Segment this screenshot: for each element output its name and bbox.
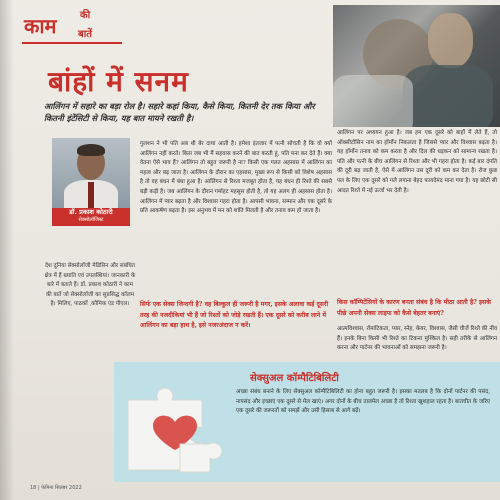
- pull-quote-right: किस कॉम्पिटेंसियों के कारण बनता संबंध है कि मीठा आती है? इसके पीछे अपनी सेक्स लाइफ को कैसे बेहतर बनाएं?: [337, 299, 491, 317]
- body-column-middle: गुलशन ने भी पति अब थी बेर दाया आती है। हमेशा इंतजार में पत्नी सोचती है कि वो क्यों आलिंगन नहीं करते। किस जब भी मैं सहवास करने की बात करती हूं, पति मना कर देते हैं। क्या वेतना ऐसे भाव हैं? आलिंगन तो बहुत जरूरी है ना? किसी एक गलत अहसास में आलिंगन का महत्व और बढ़ जाता है। आलिंगन के दौरान का एहसास, मुख्य रूप से किसी को विशेष अहसास है तो वह बंधन में बंधा हुआ है। आलिंगन से रिश्ता मजबूत होता है, यह बंधन ही रिश्ते की सबसे बड़ी कड़ी है। जब आलिंगन के दौरान गर्माहट महसूस होती है, तो यह अलग ही अहसास होता है। आलिंगन में प्यार बढ़ता है और विश्वास गहरा होता है। आपसी भावना, सम्मान और एक दूसरे के प्रति आकर्षण बढ़ता है। इस अनुभव में मन को शांति मिलती है और तनाव कम हो जाता है।: [140, 141, 332, 215]
- author-name: डॉ. प्रकाश कोठारी: [69, 208, 113, 216]
- column-sub-bottom: बातें: [78, 29, 92, 40]
- article-deck: आलिंगन में सहारे का बड़ा रोल है। सहारे कहां किया, कैसे किया, कितनी देर तक किया और कितनी इंटेंसिटी से किया, यह बात मायने रखती है।: [44, 101, 315, 123]
- sidebar-box-title: सेक्सुअल कॉम्पैटिबिलिटी: [250, 373, 339, 384]
- couple-photo: [333, 5, 500, 127]
- column-logo: [20, 6, 130, 52]
- page-footer: 18 | फेमिना सितंबर 2022: [30, 485, 82, 491]
- page-binding-shadow: [0, 0, 14, 500]
- body-column-right: आलिंगन पर अध्ययन हुआ है। जब हम एक दूसरे को बाहों में लेते हैं, तो ऑक्सीटोसिन नाम का हॉर्मोन निकलता है जिससे प्यार और विश्वास बढ़ता है। यह हॉर्मोन तनाव को कम करता है और दिल की धड़कन को सामान्य रखता है। पति और पत्नी के बीच आलिंगन से रिश्ता और भी गहरा होता है। कई बार दंपति की दूरी बढ़ जाती है, ऐसे में आलिंगन उस दूरी को कम कर देता है। रोज कुछ पल के लिए एक दूसरे को गले लगाना बेहद फायदेमंद माना गया है। यह छोटी सी आदत रिश्ते में नई ऊर्जा भर देती है।: [337, 130, 497, 194]
- author-role: सेक्सोलॉजिस्ट: [78, 217, 104, 223]
- column-underline: [22, 42, 122, 44]
- sidebar-box-text: अच्छा संबंध बनाने के लिए सेक्सुअल कॉम्पैटिबिलिटी का होना बहुत जरूरी है। इसका मतलब है कि दोनों पार्टनर की पसंद, नापसंद और इच्छाएं एक दूसरे से मेल खाएं। अगर दोनों के बीच तालमेल अच्छा है तो रिश्ता खुशहाल रहता है। बातचीत के जरिए एक दूसरे की जरूरतों को समझें और उसी हिसाब से आगे बढ़ें।: [236, 389, 490, 414]
- author-portrait: [52, 138, 130, 208]
- pull-quote-middle: सिर्फ एक सेक्स जिन्दगी है? वह बिल्कुल ही जरूरी है मगर, इसके अलावा कई दूसरी तरह की नजदीकियां भी हैं जो रिश्तों को जोड़े रखती हैं। एक दूसरे को करीब लाने में आलिंगन का बड़ा हाथ है, इसे नजरअंदाज न करें।: [140, 301, 329, 329]
- author-caption: [52, 208, 130, 226]
- body-column-right-2: आत्मविश्वास, रोमांटिकता, प्यार, स्नेह, केयर, विश्वास, जैसी चीजें रिश्ते की नींव हैं। इनके बिना किसी भी रिश्ते का टिकना मुश्किल है। सही तरीके से आलिंगन करना और पार्टनर की भावनाओं को समझना जरूरी है।: [337, 326, 497, 352]
- column-name: काम: [24, 14, 57, 38]
- author-bio: देश दुनिया सेक्सोलॉजी मेडिसिन और संबंधित क्षेत्र में हैं ख्याति एवं उपलब्धियां। जानकारी के बारे में बताते हैं। डॉ. प्रकाश कोठारी ने काम की बातें जो सेक्सोलॉजी का सुप्रसिद्ध कॉलम है। मिलिए, पाठकों ,कौमिक एंड पीएल।: [44, 263, 136, 307]
- article-headline: बांहों में सनम: [48, 65, 189, 98]
- column-sub-top: की: [80, 10, 91, 21]
- puzzle-heart-icon: [120, 382, 230, 478]
